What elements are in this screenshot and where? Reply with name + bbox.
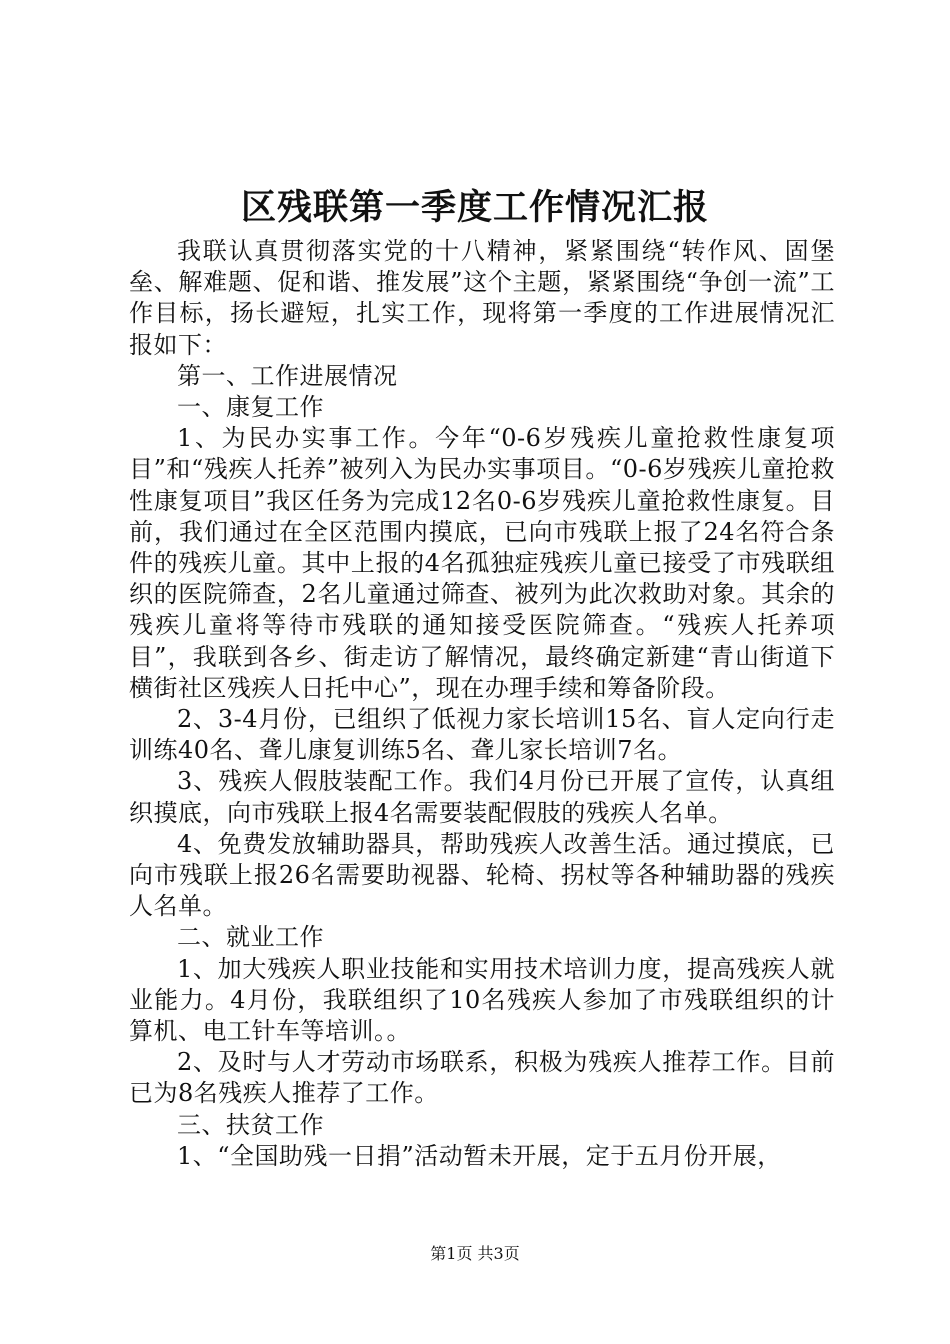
paragraph-employment-item-1: 1、加大残疾人职业技能和实用技术培训力度，提高残疾人就业能力。4月份，我联组织了10名残疾人参加了市残联组织的计算机、电工针车等培训。。 [129,954,835,1046]
paragraph-rehab-item-4: 4、免费发放辅助器具，帮助残疾人改善生活。通过摸底，已向市残联上报26名需要助视器、轮椅、拐杖等各种辅助器的残疾人名单。 [129,829,835,921]
paragraph-rehab-item-3: 3、残疾人假肢装配工作。我们4月份已开展了宣传，认真组织摸底，向市残联上报4名需要装配假肢的残疾人名单。 [129,767,835,827]
section-heading-employment: 二、就业工作 [177,923,324,952]
document-body [129,236,835,1172]
section-heading-poverty-relief: 三、扶贫工作 [177,1110,324,1139]
document-title: 区残联第一季度工作情况汇报 [240,187,709,228]
paragraph-intro: 我联认真贯彻落实党的十八精神，紧紧围绕“转作风、固堡垒、解难题、促和谐、推发展”这个主题，紧紧围绕“争创一流”工作目标，扬长避短，扎实工作，现将第一季度的工作进展情况汇报如下： [129,237,835,359]
paragraph-poverty-item-1: 1、“全国助残一日捐”活动暂未开展，定于五月份开展， [177,1141,782,1170]
section-heading-progress: 第一、工作进展情况 [177,361,398,390]
page-footer: 第1页 共3页 [430,1244,520,1263]
paragraph-rehab-item-2: 2、3-4月份，已组织了低视力家长培训15名、盲人定向行走训练40名、聋儿康复训练5名、聋儿家长培训7名。 [129,705,835,765]
paragraph-employment-item-2: 2、及时与人才劳动市场联系，积极为残疾人推荐工作。目前已为8名残疾人推荐了工作。 [129,1048,835,1108]
paragraph-rehab-item-1: 1、为民办实事工作。今年“0-6岁残疾儿童抢救性康复项目”和“残疾人托养”被列入为民办实事项目。“0-6岁残疾儿童抢救性康复项目”我区任务为完成12名0-6岁残疾儿童抢救性康复。目前，我们通过在全区范围内摸底，已向市残联上报了24名符合条件的残疾儿童。其中上报的4名孤独症残疾儿童已接受了市残联组织的医院筛查，2名儿童通过筛查、被列为此次救助对象。其余的残疾儿童将等待市残联的通知接受医院筛查。“残疾人托养项目”，我联到各乡、街走访了解情况，最终确定新建“青山街道下横街社区残疾人日托中心”，现在办理手续和筹备阶段。 [129,424,835,702]
section-heading-rehabilitation: 一、康复工作 [177,393,324,422]
